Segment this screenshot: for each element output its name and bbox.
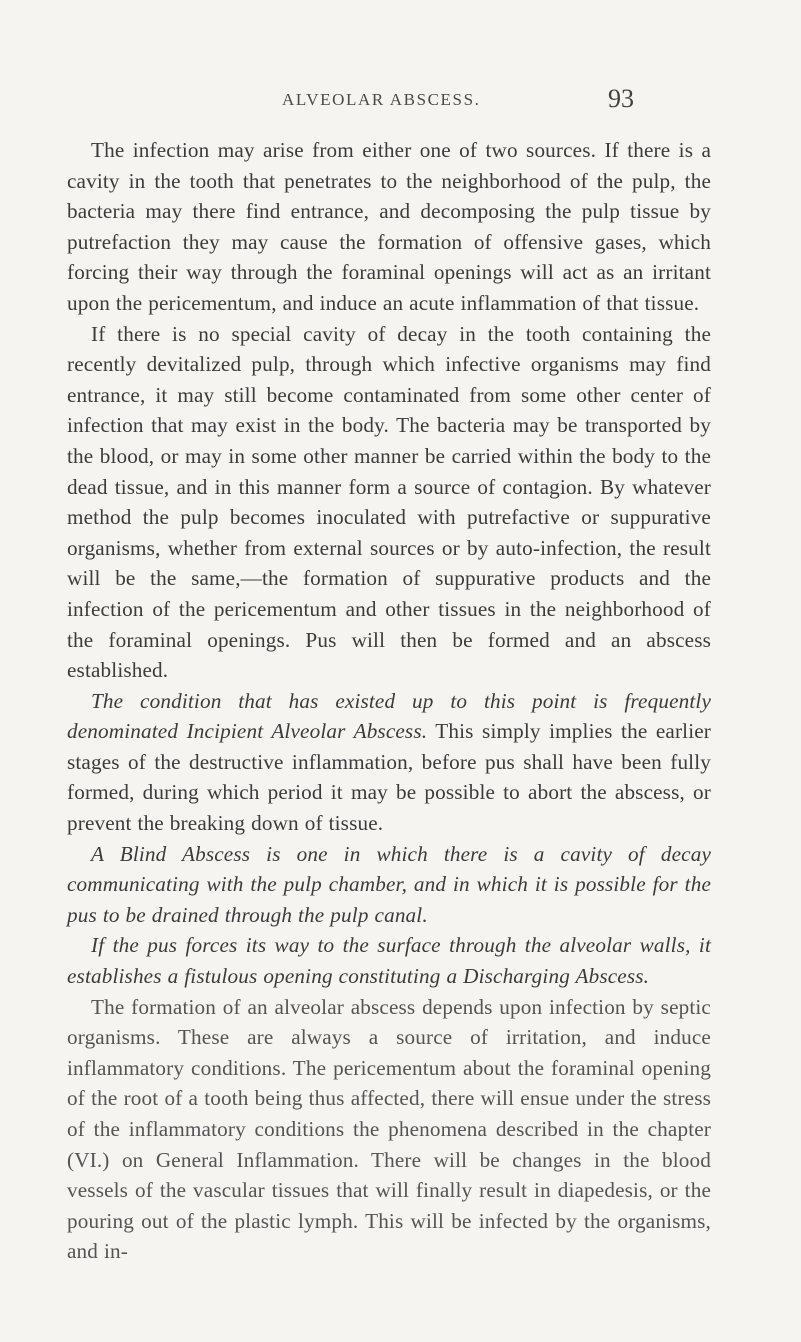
paragraph-contamination: If there is no special cavity of decay in the tooth containing the recently devitalized pulp, through which infective organisms may find entrance, it may still become contaminated from some other center of infection that may exist in the body. The bacteria may be transported by the blood, or may in some other manner be carried within the body to the dead tissue, and in this manner form a source of contagion. By whatever method the pulp becomes inoculated with putrefactive or suppurative organisms, whether from external sources or by auto-infection, the result will be the same,—the formation of suppurative products and the infection of the pericementum and other tissues in the neighborhood of the foraminal openings. Pus will then be formed and an abscess established. — [67, 321, 711, 683]
running-head — [0, 84, 801, 124]
incipient-explanation: This simply implies the earlier stages of the destructive inflammation, before pus shall have been fully formed, during which period it may be possible to abort the abscess, or prevent the breaking down of tissue. — [67, 719, 712, 836]
paragraph-incipient-abscess — [67, 686, 711, 839]
discharging-abscess-definition: If the pus forces its way to the surface through the alveolar walls, it establishes a fistulous opening constituting a Discharging Abscess. — [67, 933, 711, 989]
paragraph-infection-sources: The infection may arise from either one of two sources. If there is a cavity in the tooth that penetrates to the neighborhood of the pulp, the bacteria may there find entrance, and decomposing the pulp tissue by putrefaction they may cause the formation of offensive gases, which forcing their way through the foraminal openings will act as an irritant upon the pericementum, and induce an acute inflammation of that tissue. — [67, 138, 711, 315]
page-number: 93 — [608, 84, 634, 113]
paragraph-formation: The formation of an alveolar abscess depends upon infection by septic organisms. These are always a source of irritation, and induce inflammatory conditions. The pericementum about the foraminal opening of the root of a tooth being thus affected, there will ensue under the stress of the inflammatory conditions the phenomena described in the chapter (VI.) on General Inflammation. There will be changes in the blood vessels of the vascular tissues that will finally result in diapedesis, or the pouring out of the plastic lymph. This will be infected by the organisms, and in- — [67, 994, 711, 1264]
body-text — [67, 135, 711, 1267]
blind-abscess-definition: A Blind Abscess is one in which there is a cavity of decay communicating with the pulp chamber, and in which it is possible for the pus to be drained through the pulp canal. — [67, 841, 711, 927]
paragraph-blind-abscess — [67, 839, 711, 931]
incipient-definition: The condition that has existed up to this point is frequently denominated Incipient Alveolar Abscess. — [67, 688, 711, 744]
chapter-title: ALVEOLAR ABSCESS. — [282, 90, 481, 109]
paragraph-discharging-abscess — [67, 930, 711, 991]
